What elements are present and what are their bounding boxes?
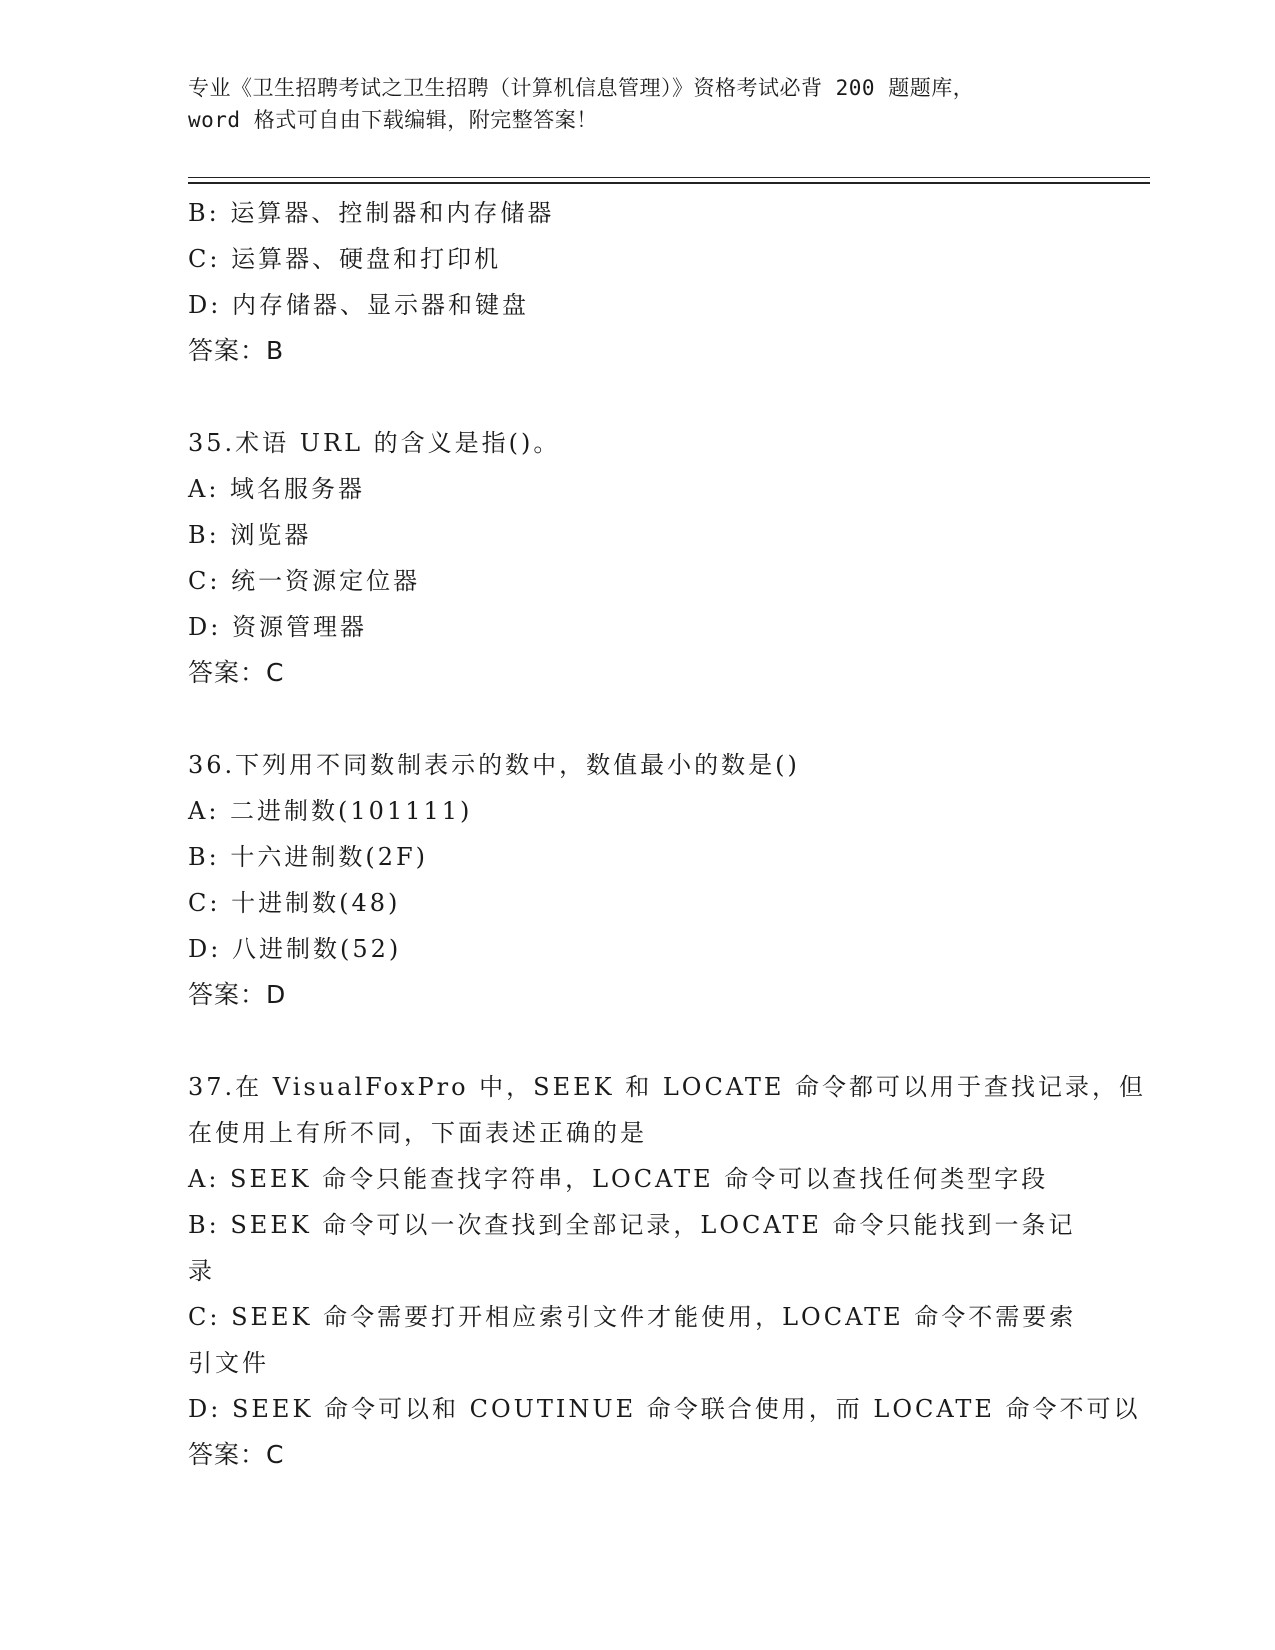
question-34-tail [188, 190, 1088, 374]
option-c: C: 统一资源定位器 [188, 567, 421, 595]
answer-label: 答案：D [188, 980, 287, 1009]
option-d: D: 内存储器、显示器和键盘 [188, 291, 529, 319]
question-stem-line-1: 37.在 VisualFoxPro 中，SEEK 和 LOCATE 命令都可以用于查找记录，但 [188, 1073, 1146, 1101]
option-b-line-2: 录 [188, 1257, 215, 1285]
spacer [188, 374, 1088, 420]
spacer [188, 1018, 1088, 1064]
option-d: D: 资源管理器 [188, 613, 367, 641]
header-divider-thick [188, 182, 1150, 184]
option-d: D: 八进制数(52) [188, 935, 402, 963]
option-d: D: SEEK 命令可以和 COUTINUE 命令联合使用，而 LOCATE 命令不可以 [188, 1395, 1141, 1423]
header-line-1: 专业《卫生招聘考试之卫生招聘（计算机信息管理）》资格考试必背 200 题题库， [188, 76, 975, 100]
option-c: C: 十进制数(48) [188, 889, 401, 917]
question-stem-line-2: 在使用上有所不同，下面表述正确的是 [188, 1119, 647, 1147]
option-a: A: SEEK 命令只能查找字符串，LOCATE 命令可以查找任何类型字段 [188, 1165, 1049, 1193]
option-b: B: 浏览器 [188, 521, 312, 549]
answer-label: 答案：B [188, 336, 285, 365]
option-c-line-1: C: SEEK 命令需要打开相应索引文件才能使用，LOCATE 命令不需要索 [188, 1303, 1077, 1331]
header-line-2: word 格式可自由下载编辑，附完整答案！ [188, 108, 598, 132]
question-36 [188, 742, 1088, 1018]
option-b: B: 十六进制数(2F) [188, 843, 428, 871]
question-stem: 35.术语 URL 的含义是指()。 [188, 429, 561, 457]
option-c: C: 运算器、硬盘和打印机 [188, 245, 502, 273]
option-c-line-2: 引文件 [188, 1349, 269, 1377]
question-content [188, 190, 1146, 1478]
option-a: A: 二进制数(101111) [188, 797, 473, 825]
option-b: B: 运算器、控制器和内存储器 [188, 199, 555, 227]
option-b-line-1: B: SEEK 命令可以一次查找到全部记录，LOCATE 命令只能找到一条记 [188, 1211, 1076, 1239]
header-divider-thin [188, 177, 1150, 178]
document-header [188, 72, 1088, 136]
option-a: A: 域名服务器 [188, 475, 366, 503]
question-stem: 36.下列用不同数制表示的数中，数值最小的数是() [188, 751, 800, 779]
question-35 [188, 420, 1088, 696]
answer-label: 答案：C [188, 1440, 285, 1469]
answer-label: 答案：C [188, 658, 285, 687]
spacer [188, 696, 1088, 742]
question-37 [188, 1064, 1146, 1478]
